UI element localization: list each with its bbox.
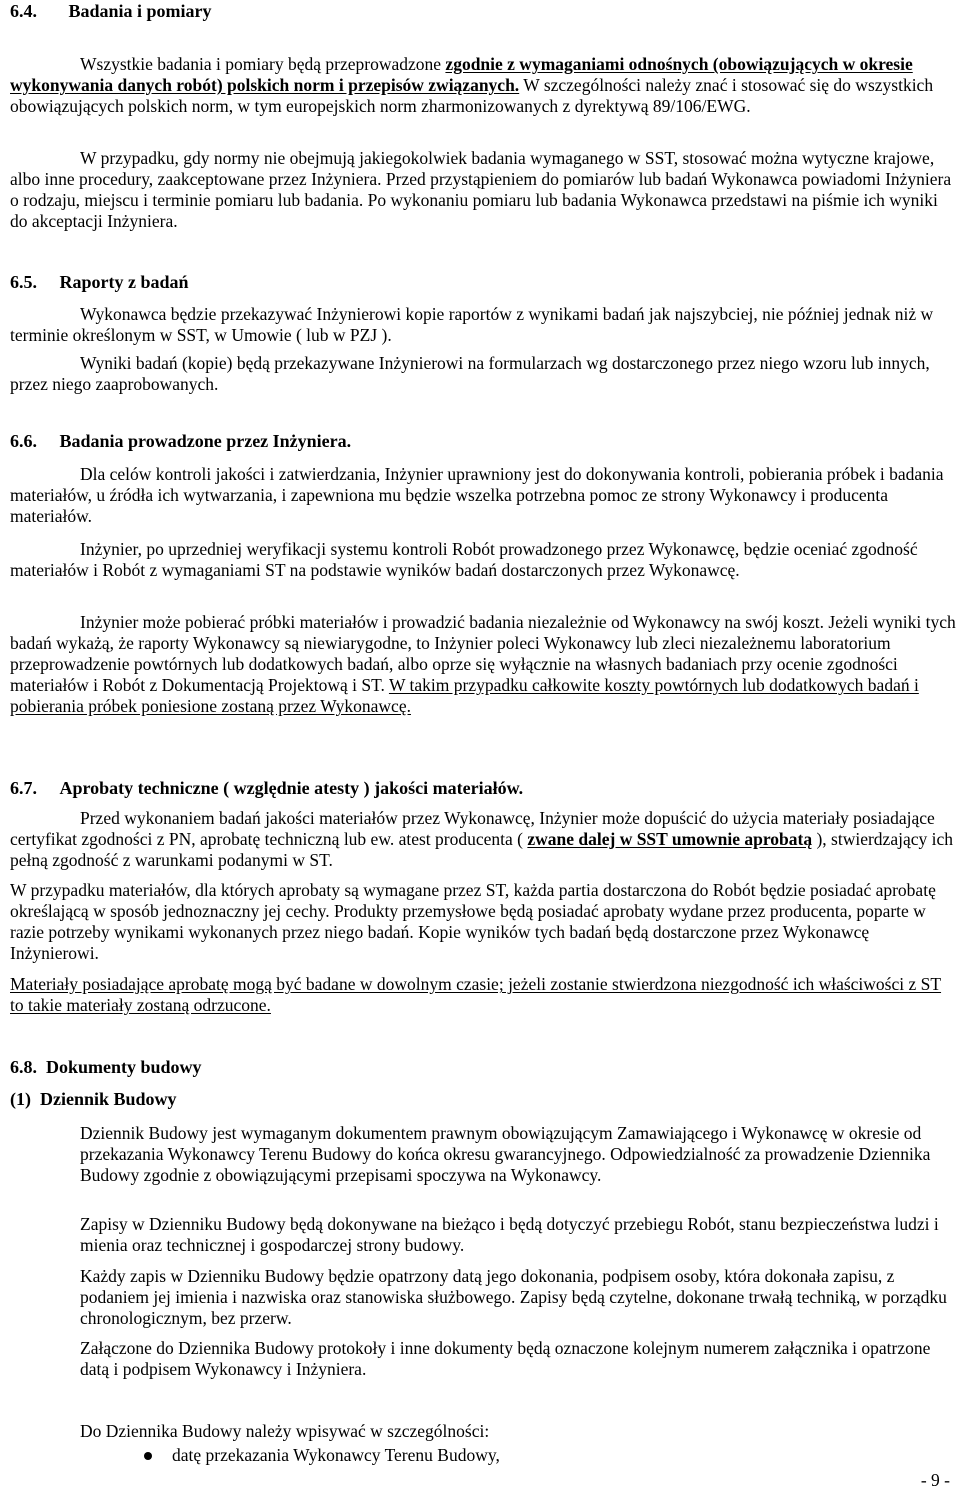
p1-text: Dziennik Budowy jest wymaganym dokumentem prawnym obowiązującym Zamawiającego i Wykonawcę w okresie od przekazania Wykonawcy Terenu Budowy do końca okresu gwarancyjnego. Odpowiedzialność za prowadzenie Dziennika Budowy zgodnie z obowiązującymi przepisami spoczywa na Wykonawcy. xyxy=(80,1123,931,1185)
paragraph-6-4-2 xyxy=(10,148,958,232)
paragraph-6-8-3 xyxy=(80,1266,958,1329)
p4-text: Załączone do Dziennika Budowy protokoły i inne dokumenty będą oznaczone kolejnym numerem załącznika i opatrzone datą i podpisem Wykonawcy i Inżyniera. xyxy=(80,1338,931,1379)
p1-text-a: Wszystkie badania i pomiary będą przeprowadzone xyxy=(80,54,446,74)
section-heading-6-8: 6.8. Dokumenty budowy xyxy=(10,1057,202,1077)
paragraph-6-7-3 xyxy=(10,974,958,1016)
paragraph-6-5-2 xyxy=(10,353,958,395)
paragraph-6-8-2 xyxy=(80,1214,958,1256)
p3-text-underlined: Materiały posiadające aprobatę mogą być badane w dowolnym czasie; jeżeli zostanie stwierdzona niezgodność ich właściwości z ST to takie materiały zostaną odrzucone. xyxy=(10,974,942,1015)
p1-text: Dla celów kontroli jakości i zatwierdzania, Inżynier uprawniony jest do dokonywania kontroli, pobierania próbek i badania materiałów, u źródła ich wytwarzania, i zapewniona mu będzie wszelka potrzebna pomoc ze strony Wykonawcy i producenta materiałów. xyxy=(10,464,944,526)
p3-text: Każdy zapis w Dzienniku Budowy będzie opatrzony datą jego dokonania, podpisem osoby, która dokonała zapisu, z podaniem jej imienia i nazwiska oraz stanowiska służbowego. Zapisy będą czytelne, dokonane trwałą techniką, w porządku chronologicznym, bez przerw. xyxy=(80,1266,947,1328)
section-heading-6-6: 6.6. Badania prowadzone przez Inżyniera. xyxy=(10,431,352,451)
section-heading-6-5: 6.5. Raporty z badań xyxy=(10,272,189,292)
paragraph-6-8-5 xyxy=(80,1421,958,1442)
section-heading-6-4: 6.4. Badania i pomiary xyxy=(10,1,212,21)
paragraph-6-5-1 xyxy=(10,304,958,346)
paragraph-6-8-1 xyxy=(80,1123,958,1186)
p1-text-a: Przed wykonaniem badań jakości materiałów przez Wykonawcę, Inżynier może dopuścić do użycia materiały posiadające certyfikat zgodności z PN, aprobatę techniczną lub ew. atest producenta ( xyxy=(10,808,935,849)
subheading-dziennik-budowy: (1) Dziennik Budowy xyxy=(10,1089,177,1109)
paragraph-6-8-4 xyxy=(80,1338,958,1380)
page-number: - 9 - xyxy=(920,1470,950,1490)
paragraph-6-6-1 xyxy=(10,464,958,527)
section-heading-6-7: 6.7. Aprobaty techniczne ( względnie atesty ) jakości materiałów. xyxy=(10,778,524,798)
p2-text: Zapisy w Dzienniku Budowy będą dokonywane na bieżąco i będą dotyczyć przebiegu Robót, stanu bezpieczeństwa ludzi i mienia oraz technicznej i gospodarczej strony budowy. xyxy=(80,1214,939,1255)
list-item: datę przekazania Wykonawcy Terenu Budowy, xyxy=(140,1445,940,1466)
paragraph-6-4-1 xyxy=(10,54,958,117)
paragraph-6-6-2 xyxy=(10,539,958,581)
p1-text-underlined: zgodnie z wymaganiami odnośnych (obowiązujących w okresie wykonywania danych robót) polskich norm i przepisów związanych. xyxy=(10,54,913,95)
p1-text-bold-underlined: zwane dalej w SST umownie aprobatą xyxy=(527,829,813,849)
p3-text-a: Inżynier może pobierać próbki materiałów i prowadzić badania niezależnie od Wykonawcy na swój koszt. Jeżeli wyniki tych badań wykażą, że raporty Wykonawcy są niewiarygodne, to Inżynier poleci Wykonawcy lub zleci niezależnemu laboratorium przeprowadzenie powtórnych lub dodatkowych badań, albo oprze się wyłącznie na własnych badaniach przy ocenie zgodności materiałów i Robót z Dokumentacją Projektową i ST. xyxy=(10,612,956,695)
paragraph-6-7-1 xyxy=(10,808,958,871)
p5-text: Do Dziennika Budowy należy wpisywać w szczególności: xyxy=(80,1421,490,1441)
p2-text: Inżynier, po uprzedniej weryfikacji systemu kontroli Robót prowadzonego przez Wykonawcę, będzie oceniać zgodność materiałów i Robót z wymaganiami ST na podstawie wyników badań dostarczonych przez Wykonawcę. xyxy=(10,539,918,580)
paragraph-6-6-3 xyxy=(10,612,958,717)
p1-text: Wykonawca będzie przekazywać Inżynierowi kopie raportów z wynikami badań jak najszybciej, nie później jednak niż w terminie określonym w SST, w Umowie ( lub w PZJ ). xyxy=(10,304,934,345)
p3-text-underlined: W takim przypadku całkowite koszty powtórnych lub dodatkowych badań i pobierania próbek poniesione zostaną przez Wykonawcę. xyxy=(10,675,919,716)
p2-text: Wyniki badań (kopie) będą przekazywane Inżynierowi na formularzach wg dostarczonego przez niego wzoru lub innych, przez niego zaaprobowanych. xyxy=(10,353,930,394)
bullet-list xyxy=(140,1445,940,1466)
paragraph-6-7-2 xyxy=(10,880,958,964)
p1-text-c: ), stwierdzający ich pełną zgodność z warunkami podanymi w ST. xyxy=(10,829,953,870)
p2-text: W przypadku, gdy normy nie obejmują jakiegokolwiek badania wymaganego w SST, stosować można wytyczne krajowe, albo inne procedury, zaakceptowane przez Inżyniera. Przed przystąpieniem do pomiarów lub badań Wykonawca powiadomi Inżyniera o rodzaju, miejscu i terminie pomiaru lub badania. Po wykonaniu pomiaru lub badania Wykonawca przedstawi na piśmie ich wyniki do akceptacji Inżyniera. xyxy=(10,148,952,231)
p1-text-b: W szczególności należy znać i stosować się do wszystkich obowiązujących polskich norm, w tym europejskich norm zharmonizowanych z dyrektywą 89/106/EWG. xyxy=(10,75,934,116)
p2-text: W przypadku materiałów, dla których aprobaty są wymagane przez ST, każda partia dostarczona do Robót będzie posiadać aprobatę określającą w sposób jednoznaczny jej cechy. Produkty przemysłowe będą posiadać aprobaty wydane przez producenta, poparte w razie potrzeby wynikami wykonanych przez niego badań. Kopie wyników tych badań będą dostarczone przez Wykonawcę Inżynierowi. xyxy=(10,880,936,963)
